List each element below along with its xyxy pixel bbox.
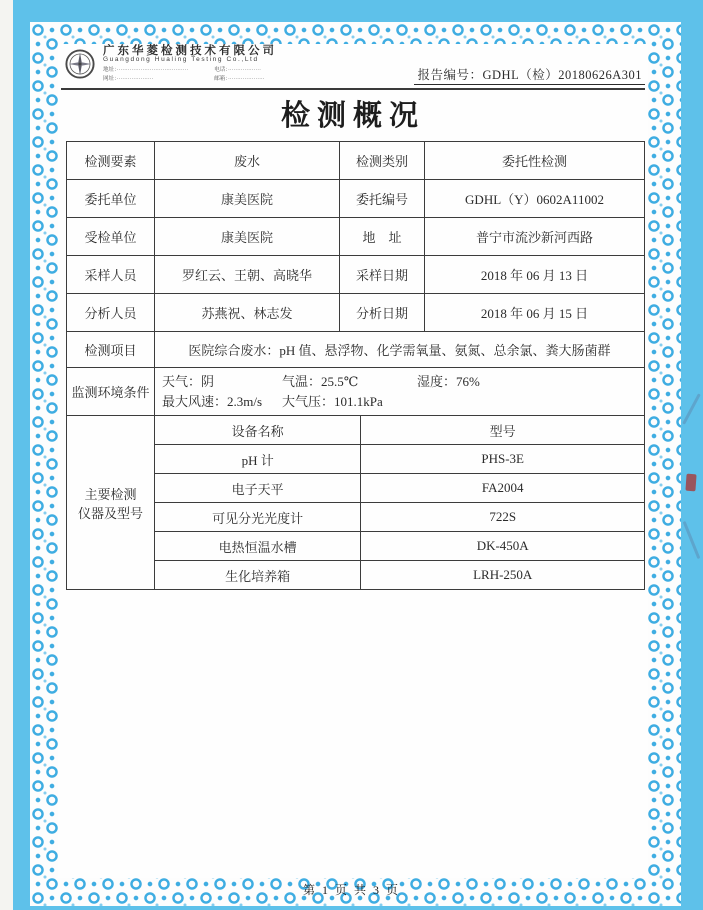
equipment-name: 电子天平 xyxy=(155,474,361,503)
table-row-environment xyxy=(67,368,645,416)
equipment-model: FA2004 xyxy=(361,474,644,503)
cell-label: 检测要素 xyxy=(67,142,155,180)
equipment-model: 722S xyxy=(361,503,644,532)
equipment-header-model: 型号 xyxy=(361,416,644,445)
cell-label: 分析日期 xyxy=(340,294,425,332)
equipment-name: 生化培养箱 xyxy=(155,561,361,590)
table-row xyxy=(67,142,645,180)
env-wind: 最大风速：2.3m/s xyxy=(162,393,263,409)
cell-value: 康美医院 xyxy=(155,218,340,256)
cell-project-items: 医院综合废水：pH 值、悬浮物、化学需氧量、氨氮、总余氯、粪大肠菌群 xyxy=(155,332,645,368)
cell-value: 苏燕祝、林志发 xyxy=(155,294,340,332)
cell-label-equipment xyxy=(67,416,155,590)
equipment-model: LRH-250A xyxy=(473,567,533,582)
cell-label: 委托单位 xyxy=(67,180,155,218)
contact-address: 地址：······································· xyxy=(103,66,189,73)
cell-environment xyxy=(155,368,645,416)
report-number-value: GDHL（检）20180626A301 xyxy=(482,68,642,82)
table-row-project xyxy=(67,332,645,368)
equipment-name: 可见分光光度计 xyxy=(155,503,361,532)
env-humidity: 湿度：76% xyxy=(417,373,480,389)
cell-value: GDHL（Y）0602A11002 xyxy=(425,180,645,218)
table-row xyxy=(67,294,645,332)
cell-value: 废水 xyxy=(155,142,340,180)
cell-label: 采样人员 xyxy=(67,256,155,294)
env-temperature: 气温：25.5℃ xyxy=(282,373,359,389)
equipment-row xyxy=(155,445,644,474)
cell-value: 2018 年 06 月 15 日 xyxy=(425,294,645,332)
company-block xyxy=(103,45,277,83)
env-line-1 xyxy=(155,372,644,392)
cell-label: 监测环境条件 xyxy=(67,368,155,416)
cell-label: 地 址 xyxy=(340,218,425,256)
equipment-name: 电热恒温水槽 xyxy=(155,532,361,561)
cell-value: 2018 年 06 月 13 日 xyxy=(425,256,645,294)
equipment-header-row xyxy=(155,416,644,445)
letterhead xyxy=(61,44,645,90)
contact-email: 邮箱：···················· xyxy=(214,75,265,82)
company-logo-compass-icon xyxy=(64,48,96,80)
equipment-name: pH 计 xyxy=(155,445,361,474)
table-row xyxy=(67,180,645,218)
table-row xyxy=(67,256,645,294)
overview-table xyxy=(66,141,645,590)
env-pressure: 大气压：101.1kPa xyxy=(282,393,383,409)
cell-label: 委托编号 xyxy=(340,180,425,218)
equipment-label-line1: 主要检测 xyxy=(84,486,137,502)
equipment-model: DK-450A xyxy=(361,532,644,561)
equipment-row xyxy=(155,561,644,590)
cell-value: 康美医院 xyxy=(155,180,340,218)
cell-label: 检测类别 xyxy=(340,142,425,180)
equipment-table-container xyxy=(155,416,645,590)
table-row-equipment xyxy=(67,416,645,590)
company-contacts xyxy=(103,66,277,84)
equipment-model: PHS-3E xyxy=(361,445,644,474)
cell-value: 普宁市流沙新河西路 xyxy=(425,218,645,256)
env-weather: 天气：阴 xyxy=(162,373,215,389)
cell-label: 采样日期 xyxy=(340,256,425,294)
equipment-label-line2: 仪器及型号 xyxy=(77,505,143,521)
contact-column-1 xyxy=(103,66,188,84)
page-title: 检测概况 xyxy=(280,100,425,132)
scan-artifact-red-mark xyxy=(685,474,696,492)
cell-value: 委托性检测 xyxy=(425,142,645,180)
cell-label: 受检单位 xyxy=(67,218,155,256)
cell-value: 罗红云、王朝、高晓华 xyxy=(155,256,340,294)
equipment-table xyxy=(155,416,644,589)
table-row xyxy=(67,218,645,256)
contact-website: 网址：···················· xyxy=(103,75,154,82)
document-content xyxy=(58,44,648,878)
contact-phone: 电话：·················· xyxy=(214,66,261,73)
page-number: 第 1 页 共 3 页 xyxy=(302,883,400,897)
cell-label: 检测项目 xyxy=(67,332,155,368)
equipment-row xyxy=(155,532,644,561)
report-number xyxy=(414,65,645,85)
cell-label: 分析人员 xyxy=(67,294,155,332)
report-number-label: 报告编号： xyxy=(417,68,483,82)
contact-column-2 xyxy=(214,66,264,84)
company-name-en: Guangdong Hualing Testing Co.,Ltd xyxy=(103,56,259,64)
equipment-row xyxy=(155,503,644,532)
company-name-cn: 广东华菱检测技术有限公司 xyxy=(103,45,277,57)
env-line-2 xyxy=(155,392,644,412)
equipment-row xyxy=(155,474,644,503)
equipment-header-name: 设备名称 xyxy=(155,416,361,445)
